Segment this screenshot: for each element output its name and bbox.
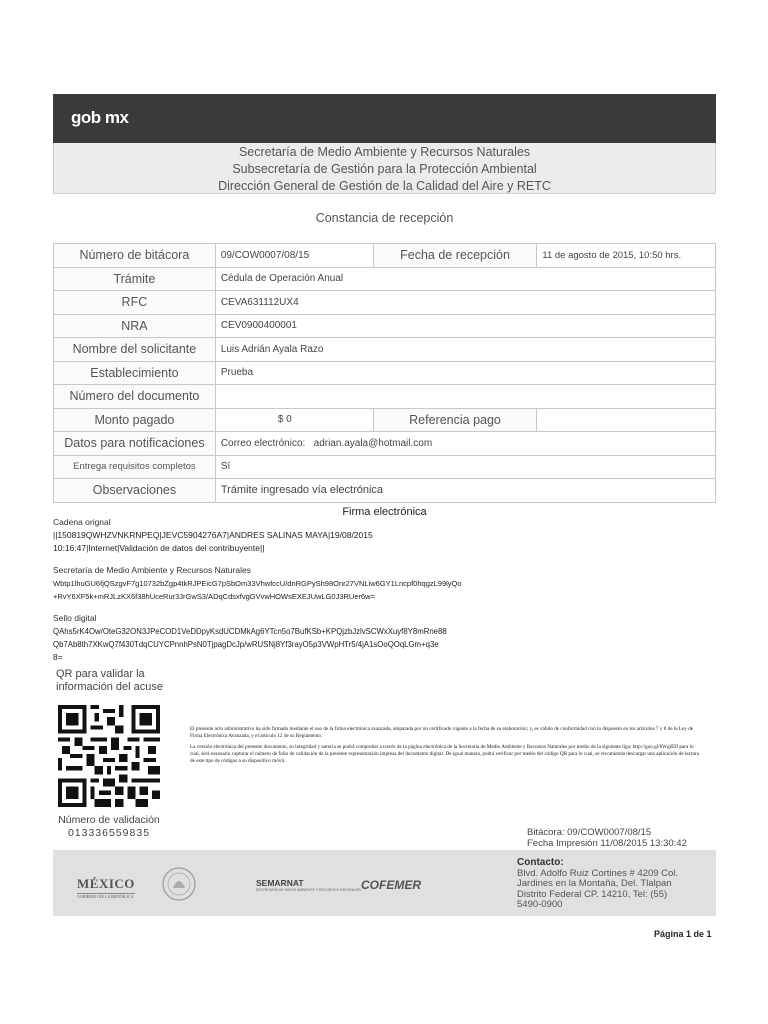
table-row: [54, 291, 716, 315]
qr-code-icon: [55, 705, 163, 807]
cadena-label: Cadena orignal: [53, 517, 111, 527]
table-row: [54, 267, 716, 291]
mexico-logo: [77, 876, 135, 899]
contact-line-2: Jardines en la Montaña, Del. Tlalpan: [517, 878, 672, 889]
bitacora-footer-line-2: Fecha Impresión 11/08/2015 13:30:42: [527, 838, 687, 849]
agency-box: [53, 143, 716, 194]
document-title: Constancia de recepción: [315, 211, 454, 225]
observaciones-label: Observaciones: [54, 479, 216, 503]
rfc-value: CEVA631112UX4: [215, 291, 715, 315]
agency-line-1: Secretaría de Medio Ambiente y Recursos Naturales: [238, 145, 531, 159]
secretaria-line-1: Wbtp1lhuGU6fjQSzgvF7g10732bZgp4tkRJPEicG7pSbOm33VhwfccU/dnRGPySh98Onr27VNLiw6GY1Lncpf0hqgzL99lyQo: [53, 579, 462, 588]
contact-title: Contacto:: [517, 857, 564, 868]
fecha-value: 11 de agosto de 2015, 10:50 hrs.: [537, 244, 716, 268]
secretaria-line-2: +RvY6XF5k+mRJLzKX6f38hUceRur3JrGwS3/ADqCdsxfvgGVvwHOWsEXEJUwLG0J3RUer6w=: [53, 592, 375, 601]
semarnat-logo: [256, 878, 361, 892]
sello-line-3: 8=: [53, 652, 63, 662]
contact-block: [517, 858, 678, 911]
sello-line-2: Qb7Ab8th7XKwQ7f430TdqCUYCPnnhPsN0TjpagDcJp/wRUSNj8Yf3rayO5p3VWpHTr5/4jA1sOoQOqLGm+q3e: [53, 640, 439, 649]
requisitos-label: Entrega requisitos completos: [54, 455, 216, 479]
tramite-value: Cédula de Operación Anual: [215, 267, 715, 291]
table-row: [54, 432, 716, 456]
mexico-logo-sub: GOBIERNO DE LA REPÚBLICA: [77, 894, 134, 899]
table-row: [54, 244, 716, 268]
observaciones-value: Trámite ingresado vía electrónica: [215, 479, 715, 503]
cadena-original: [53, 516, 553, 555]
contact-line-1: Blvd. Adolfo Ruiz Cortines # 4209 Col.: [517, 867, 679, 879]
info-table: [53, 243, 716, 503]
referencia-label: Referencia pago: [373, 408, 537, 432]
documento-label: Número del documento: [54, 385, 216, 409]
semarnat-logo-sub: SECRETARÍA DE MEDIO AMBIENTE Y RECURSOS NATURALES: [256, 888, 361, 892]
page-number: Página 1 de 1: [654, 929, 712, 939]
qr-label-line-2: información del acuse: [56, 681, 164, 693]
cadena-line-1: ||150819QWHZVNKRNPEQ|JEVC5904276A7|ANDRES SALINAS MAYA|19/08/2015: [53, 530, 373, 540]
footer-bar: [53, 850, 716, 916]
legal-paragraph-2: La versión electrónica del presente documento, su integridad y autoría se podrá comprobar a través de la página electrónica de la Secretaría de Medio Ambiente y Recursos Naturales por medio de la siguiente liga: http://goo.gl/6WgiED para lo cual, será necesario capturar el número de folio de validación de la presente representación impresa del documento digital. De igual manera, podrá verificar por medio del código QR para lo cual, se recomienda descargar una aplicación de lectura de este tipo de códigos a su dispositivo móvil.: [190, 744, 700, 764]
sello-line-1: QAhs5rK4Ow/OteG32ON3JPeCOD1VeDDpyKsdUCDMkAg6YTcn5o7BufKSb+KPQjzbJzlvSCWxXuyf8Y8mRne88: [53, 627, 447, 636]
fecha-label: Fecha de recepción: [373, 244, 537, 268]
bitacora-value: 09/COW0007/08/15: [215, 244, 373, 268]
national-seal-icon: [161, 864, 197, 904]
contact-line-3: Distrito Federal CP. 14210, Tel: (55): [517, 888, 668, 900]
secretaria-signature: [53, 564, 553, 603]
table-row: [54, 385, 716, 409]
tramite-label: Trámite: [54, 267, 216, 291]
agency-line-2: Subsecretaría de Gestión para la Protección Ambiental: [232, 162, 537, 176]
monto-value: $ 0: [215, 408, 373, 432]
establecimiento-label: Establecimiento: [54, 361, 216, 385]
firma-title: Firma electrónica: [342, 506, 427, 518]
cadena-line-2: 10:16:47|Internet|Validación de datos del contribuyente||: [53, 543, 265, 553]
semarnat-logo-text: SEMARNAT: [256, 878, 304, 888]
notificaciones-label: Datos para notificaciones: [54, 432, 216, 456]
documento-value: [215, 385, 715, 409]
rfc-label: RFC: [54, 291, 216, 315]
table-row: [54, 455, 716, 479]
cofemer-logo: COFEMER: [361, 878, 421, 892]
bitacora-footer-line-1: Bitácora: 09/COW0007/08/15: [527, 827, 652, 838]
sello-digital: [53, 612, 553, 664]
mexico-logo-text: MÉXICO: [77, 876, 135, 891]
establecimiento-value: Prueba: [215, 361, 715, 385]
nra-label: NRA: [54, 314, 216, 338]
table-row: [54, 408, 716, 432]
solicitante-value: Luis Adrián Ayala Razo: [215, 338, 715, 362]
table-row: [54, 338, 716, 362]
validation-label: Número de validación: [58, 814, 160, 826]
legal-paragraph-1: El presente acto administrativo ha sido firmado mediante el uso de la firma electrónica avanzada, amparada por un certificado vigente a la fecha de su elaboración; y, es válido de conformidad con lo dispuesto en los artículos 7 y 8 de la Ley de Firma Electrónica Avanzada, y el artículo 12 de su Reglamento.: [190, 726, 694, 739]
sello-label: Sello digital: [53, 613, 97, 623]
validation-number: [53, 814, 165, 840]
agency-line-3: Dirección General de Gestión de la Calidad del Aire y RETC: [218, 179, 551, 193]
secretaria-label: Secretaría de Medio Ambiente y Recursos Naturales: [53, 565, 251, 575]
bitacora-footer: [527, 827, 687, 849]
table-row: [54, 314, 716, 338]
contact-line-4: 5490-0900: [517, 899, 563, 910]
gobmx-logo: gob mx: [71, 108, 129, 127]
table-row: [54, 361, 716, 385]
qr-label-line-1: QR para validar la: [56, 668, 145, 680]
table-row: [54, 479, 716, 503]
monto-label: Monto pagado: [54, 408, 216, 432]
validation-value: 013336559835: [67, 827, 151, 839]
bitacora-label: Número de bitácora: [54, 244, 216, 268]
nra-value: CEV0900400001: [215, 314, 715, 338]
legal-notice: [190, 726, 702, 769]
qr-label: [56, 668, 163, 694]
notificaciones-value: Correo electrónico: adrian.ayala@hotmail.com: [215, 432, 715, 456]
solicitante-label: Nombre del solicitante: [54, 338, 216, 362]
referencia-value: [537, 408, 716, 432]
requisitos-value: Sí: [215, 455, 715, 479]
header-bar: [53, 94, 716, 143]
